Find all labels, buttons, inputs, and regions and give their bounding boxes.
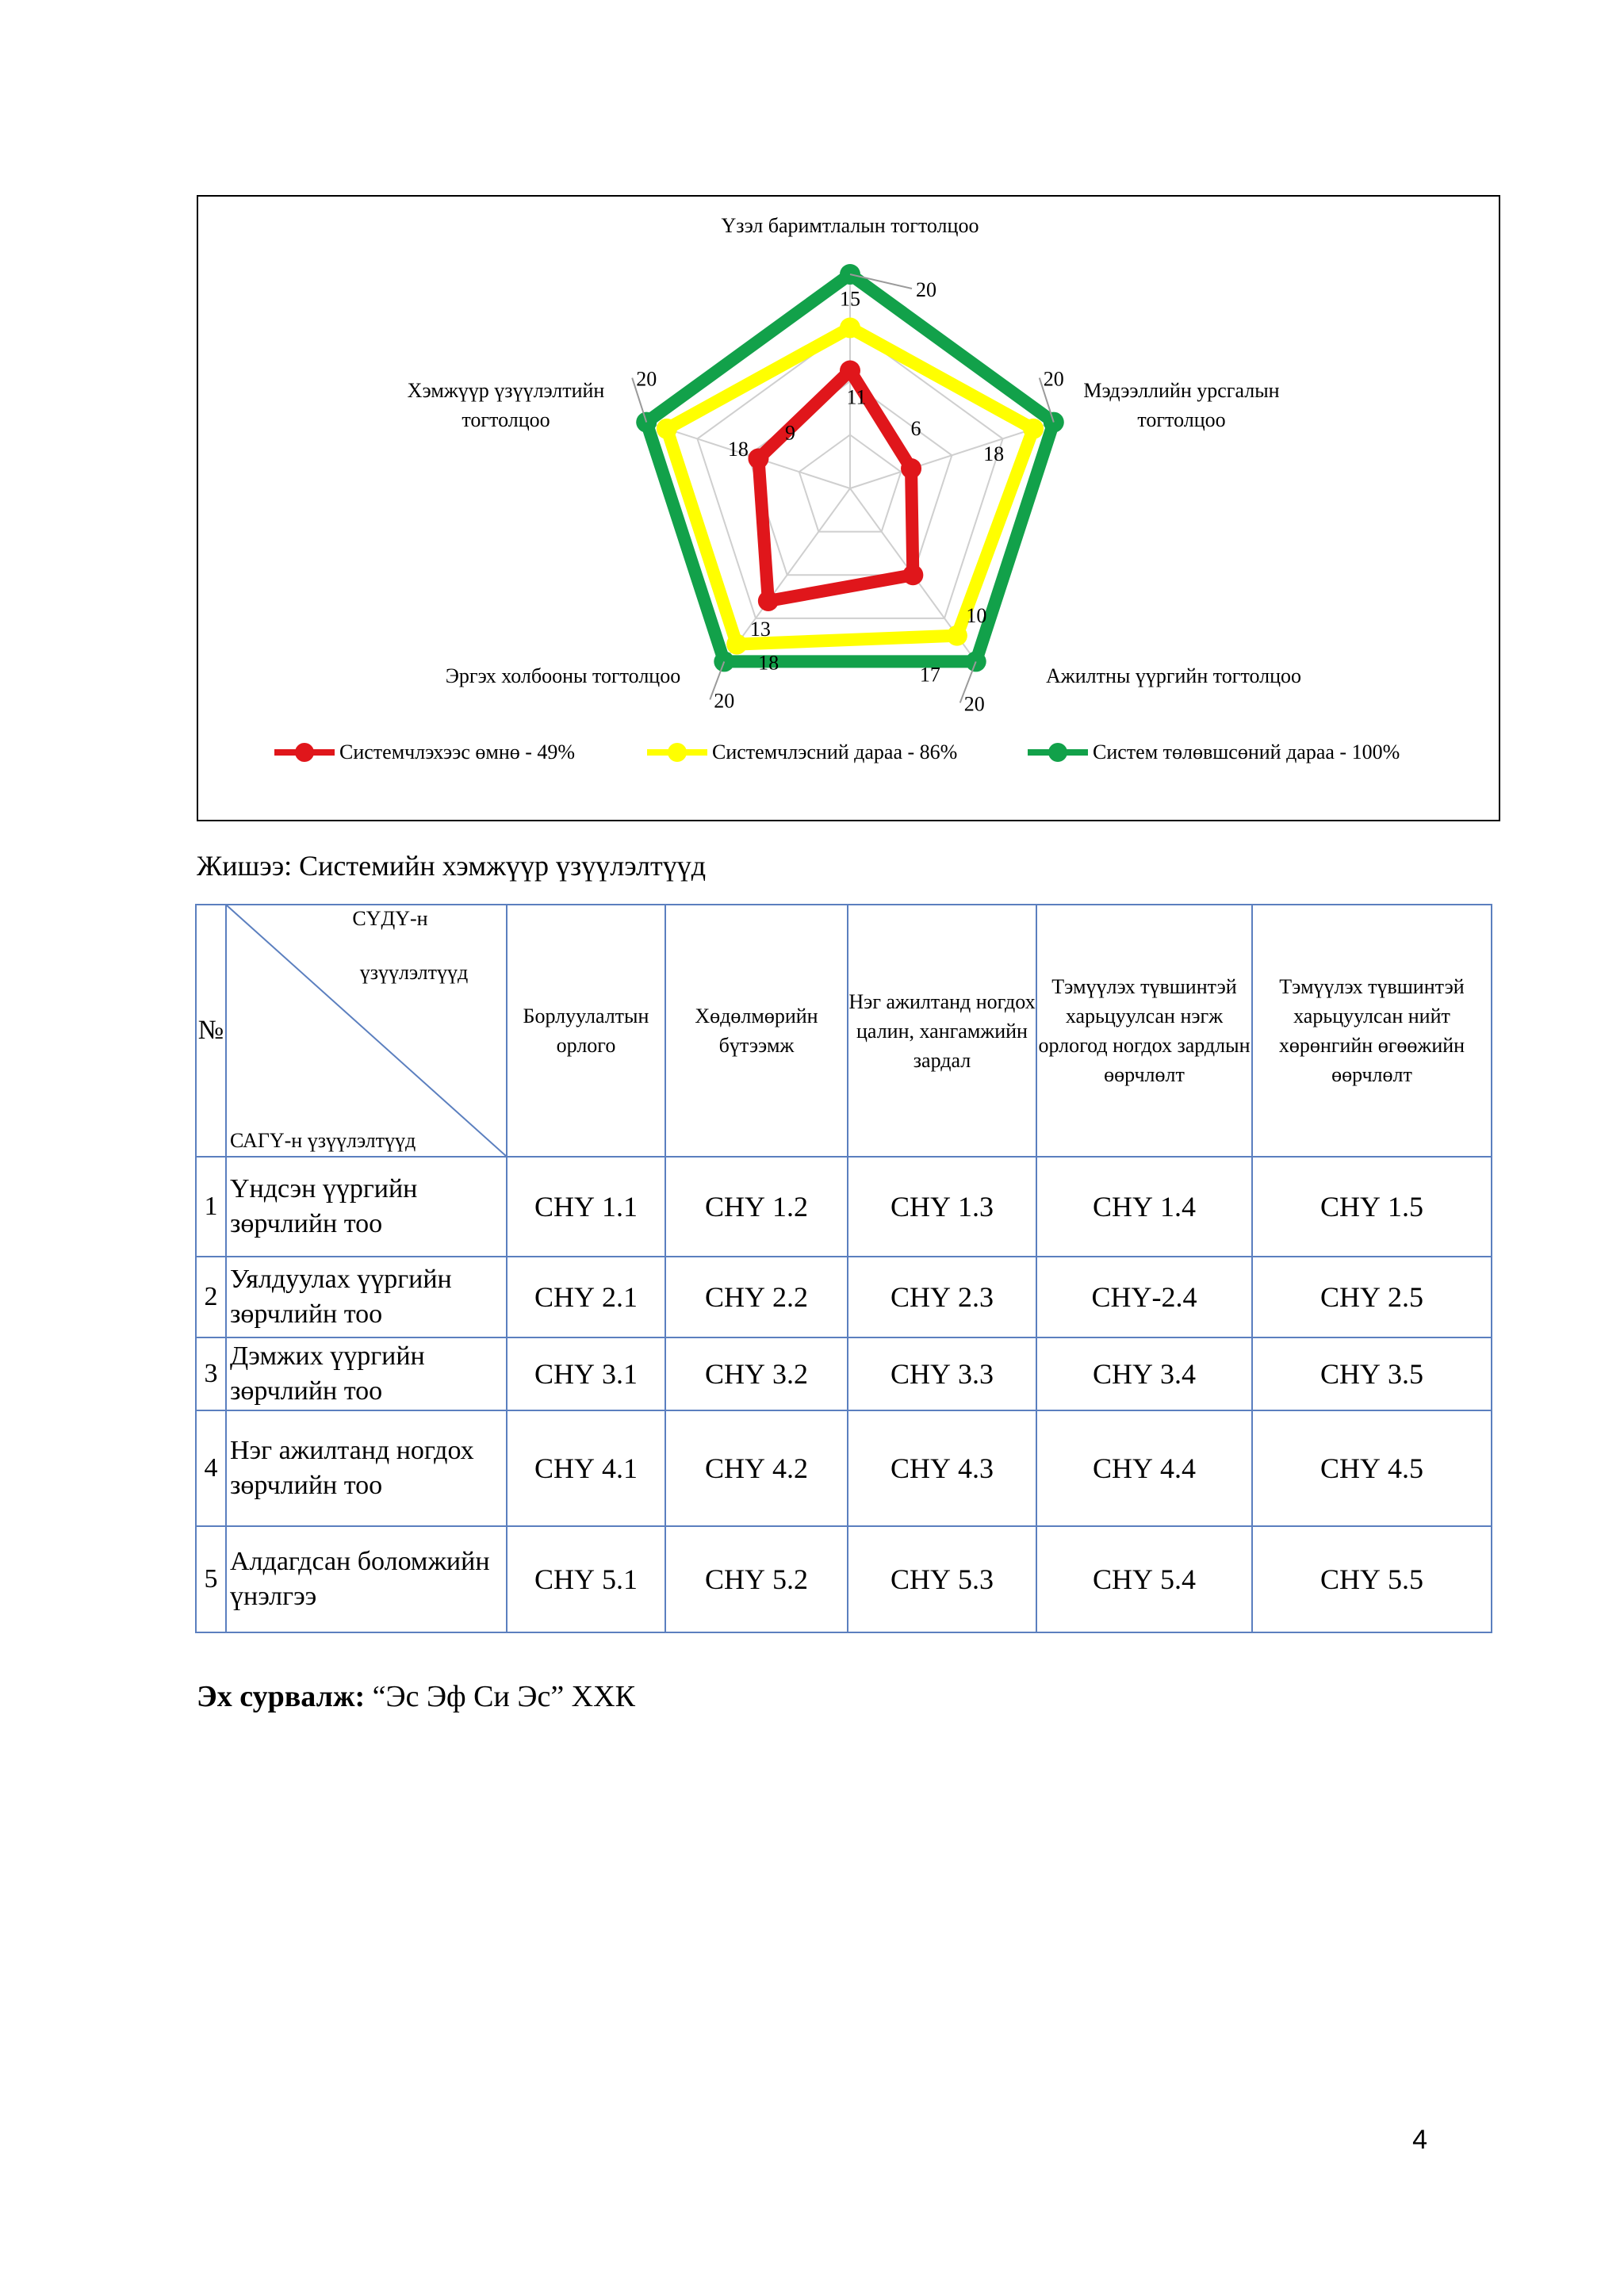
table-cell: СНҮ 4.2 (665, 1410, 848, 1526)
table-cell: СНҮ 4.3 (848, 1410, 1036, 1526)
table-cell: СНҮ 1.2 (665, 1157, 848, 1257)
table-cell: СНҮ 1.3 (848, 1157, 1036, 1257)
data-point (840, 318, 860, 339)
corner-header (226, 905, 507, 1157)
axis-label-information-flow: Мэдээллийн урсгалын тогтолцоо (1083, 379, 1280, 431)
corner-bottom: САГҮ-н үзүүлэлтүүд (230, 1129, 416, 1152)
col-header-2: Хөдөлмөрийн бүтээмж (665, 905, 848, 1157)
table-row (196, 1526, 1492, 1632)
col-header-3: Нэг ажилтанд ногдох цалин, хангамжийн зардал (848, 905, 1036, 1157)
table-cell: СНҮ 1.5 (1252, 1157, 1492, 1257)
data-point (758, 591, 779, 611)
data-point (901, 458, 921, 479)
data-point (748, 448, 768, 469)
table-cell: СНҮ 4.5 (1252, 1410, 1492, 1526)
col-header-4: Тэмүүлэх түвшинтэй харьцуулсан нэгж орлогод ногдох зардлын өөрчлөлт (1036, 905, 1252, 1157)
row-number: 3 (196, 1337, 226, 1410)
row-number: 4 (196, 1410, 226, 1526)
axis-label-employee-role: Ажилтны үүргийн тогтолцоо (1045, 664, 1302, 687)
source-note (197, 1674, 635, 1719)
row-name: Алдагдсан боломжийн үнэлгээ (226, 1526, 507, 1632)
table-cell: СНҮ 3.5 (1252, 1337, 1492, 1410)
metrics-table (195, 904, 1492, 1633)
row-name: Нэг ажилтанд ногдох зөрчлийн тоо (226, 1410, 507, 1526)
legend-label-before: Системчлэхээс өмнө - 49% (339, 740, 576, 763)
legend-item-after (647, 737, 957, 768)
legend-swatch-yellow (647, 737, 707, 768)
page-number: 4 (1412, 2125, 1427, 2155)
data-label: 20 (916, 278, 936, 301)
data-label: 11 (846, 385, 867, 409)
corner-top-line2: үзүүлэлтүүд (359, 961, 469, 984)
data-label: 17 (919, 663, 940, 687)
table-cell: СНҮ 5.1 (507, 1526, 665, 1632)
number-header: № (196, 905, 226, 1157)
data-point (947, 626, 967, 646)
table-cell: СНҮ 3.1 (507, 1337, 665, 1410)
table-cell: СНҮ 5.3 (848, 1526, 1036, 1632)
data-label: 13 (749, 617, 771, 641)
legend-label-after: Системчлэсний дараа - 86% (712, 740, 958, 763)
table-cell: СНҮ 5.4 (1036, 1526, 1252, 1632)
data-label: 20 (714, 689, 735, 713)
source-text: “Эс Эф Си Эс” ХХК (365, 1680, 635, 1713)
radar-chart (197, 195, 1500, 821)
data-point (902, 564, 923, 585)
legend-item-before (274, 737, 575, 768)
col-header-5: Тэмүүлэх түвшинтэй харьцуулсан нийт хөрөнгийн өгөөжийн өөрчлөлт (1252, 905, 1492, 1157)
data-label: 6 (910, 416, 921, 440)
table-cell: СНҮ 5.5 (1252, 1526, 1492, 1632)
series-line (758, 371, 913, 601)
table-cell: СНҮ 3.4 (1036, 1337, 1252, 1410)
data-label: 20 (636, 367, 657, 391)
table-row (196, 1257, 1492, 1337)
axis-label-concept: Үзэл баримтлалын тогтолцоо (721, 214, 979, 237)
table-cell: СНҮ 4.1 (507, 1410, 665, 1526)
data-label: 18 (983, 442, 1005, 465)
row-name: Уялдуулах үүргийн зөрчлийн тоо (226, 1257, 507, 1337)
row-number: 2 (196, 1257, 226, 1337)
row-number: 5 (196, 1526, 226, 1632)
data-label: 18 (727, 437, 749, 461)
table-cell: СНҮ 2.1 (507, 1257, 665, 1337)
table-cell: СНҮ 1.1 (507, 1157, 665, 1257)
data-point (726, 634, 747, 655)
table-cell: СНҮ 3.2 (665, 1337, 848, 1410)
data-point (840, 361, 860, 381)
legend-swatch-green (1028, 737, 1088, 768)
data-point (1023, 419, 1044, 439)
table-row (196, 1410, 1492, 1526)
table-cell: СНҮ 4.4 (1036, 1410, 1252, 1526)
chart-legend (198, 737, 1502, 768)
table-cell: СНҮ 2.3 (848, 1257, 1036, 1337)
data-label: 9 (784, 421, 795, 445)
table-cell: СНҮ-2.4 (1036, 1257, 1252, 1337)
table-cell: СНҮ 2.2 (665, 1257, 848, 1337)
legend-swatch-red (274, 737, 335, 768)
row-number: 1 (196, 1157, 226, 1257)
data-label: 15 (840, 287, 860, 311)
data-label: 20 (1043, 367, 1064, 391)
table-row (196, 1157, 1492, 1257)
radar-plot (198, 197, 1502, 823)
corner-top-line1: СҮДҮ-н (352, 907, 428, 930)
axis-label-feedback: Эргэх холбооны тогтолцоо (445, 664, 681, 687)
data-point (657, 419, 677, 439)
row-name: Үндсэн үүргийн зөрчлийн тоо (226, 1157, 507, 1257)
table-cell: СНҮ 2.5 (1252, 1257, 1492, 1337)
data-label: 20 (963, 692, 985, 716)
data-label: 18 (758, 651, 779, 675)
table-caption: Жишээ: Системийн хэмжүүр үзүүлэлтүүд (197, 850, 707, 882)
axis-label-metrics: Хэмжүүр үзүүлэлтийн тогтолцоо (407, 379, 605, 431)
legend-label-mature: Систем төлөвшсөний дараа - 100% (1093, 740, 1400, 763)
source-label: Эх сурвалж: (197, 1680, 366, 1713)
table-cell: СНҮ 1.4 (1036, 1157, 1252, 1257)
data-label: 10 (966, 604, 987, 628)
corner-diagonal (227, 905, 506, 1156)
col-header-1: Борлуулалтын орлого (507, 905, 665, 1157)
row-name: Дэмжих үүргийн зөрчлийн тоо (226, 1337, 507, 1410)
legend-item-mature (1028, 737, 1400, 768)
data-point (1044, 412, 1064, 433)
table-cell: СНҮ 5.2 (665, 1526, 848, 1632)
table-cell: СНҮ 3.3 (848, 1337, 1036, 1410)
table-header-row (196, 905, 1492, 1157)
table-row (196, 1337, 1492, 1410)
